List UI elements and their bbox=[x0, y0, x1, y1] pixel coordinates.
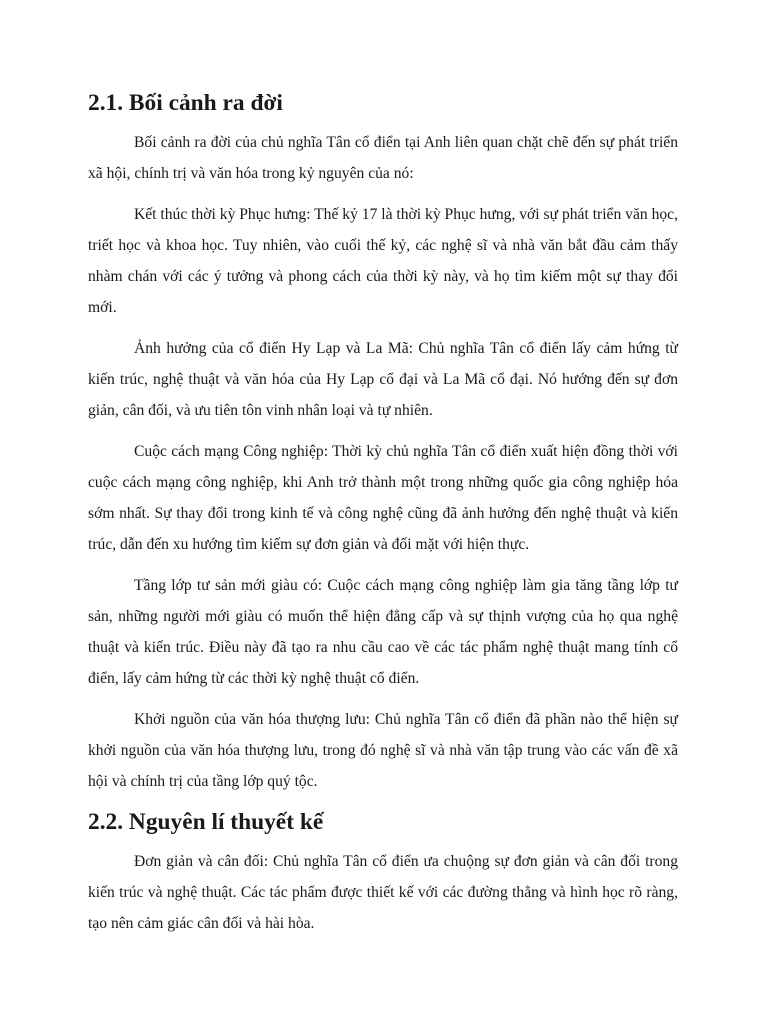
section-heading-context: 2.1. Bối cảnh ra đời bbox=[88, 90, 283, 116]
paragraph-greco-roman: Ảnh hưởng của cổ điển Hy Lạp và La Mã: Chủ nghĩa Tân cổ điển lấy cảm hứng từ kiến trúc, nghệ thuật và văn hóa của Hy Lạp cổ đại và La Mã cổ đại. Nó hướng đến sự đơn giản, cân đối, và ưu tiên tôn vinh nhân loại và tự nhiên. bbox=[88, 340, 678, 419]
spacer bbox=[88, 189, 678, 199]
section-heading-design-principles: 2.2. Nguyên lí thuyết kế bbox=[88, 809, 324, 835]
spacer bbox=[88, 323, 678, 333]
paragraph-simplicity-balance: Đơn giản và cân đối: Chủ nghĩa Tân cổ điển ưa chuộng sự đơn giản và cân đối trong kiến trúc và nghệ thuật. Các tác phẩm được thiết kế với các đường thẳng và hình học rõ ràng, tạo nên cảm giác cân đối và hài hòa. bbox=[88, 853, 678, 932]
spacer bbox=[88, 119, 678, 127]
paragraph-intro: Bối cảnh ra đời của chủ nghĩa Tân cổ điển tại Anh liên quan chặt chẽ đến sự phát triển xã hội, chính trị và văn hóa trong kỷ nguyên của nó: bbox=[88, 134, 678, 182]
document-page bbox=[88, 88, 678, 939]
spacer bbox=[88, 838, 678, 846]
spacer bbox=[88, 426, 678, 436]
paragraph-renaissance: Kết thúc thời kỳ Phục hưng: Thế kỷ 17 là thời kỳ Phục hưng, với sự phát triển văn học, triết học và khoa học. Tuy nhiên, vào cuối thế kỷ, các nghệ sĩ và nhà văn bắt đầu cảm thấy nhàm chán với các ý tưởng và phong cách của thời kỳ này, và họ tìm kiếm một sự thay đổi mới. bbox=[88, 206, 678, 316]
spacer bbox=[88, 694, 678, 704]
paragraph-industrial-revolution: Cuộc cách mạng Công nghiệp: Thời kỳ chủ nghĩa Tân cổ điển xuất hiện đồng thời với cuộc cách mạng công nghiệp, khi Anh trở thành một trong những quốc gia công nghiệp hóa sớm nhất. Sự thay đổi trong kinh tế và công nghệ cũng đã ảnh hưởng đến nghệ thuật và kiến trúc, dẫn đến xu hướng tìm kiếm sự đơn giản và đối mặt với hiện thực. bbox=[88, 443, 678, 553]
spacer bbox=[88, 560, 678, 570]
spacer bbox=[88, 797, 678, 807]
paragraph-bourgeoisie: Tầng lớp tư sản mới giàu có: Cuộc cách mạng công nghiệp làm gia tăng tầng lớp tư sản, những người mới giàu có muốn thể hiện đẳng cấp và sự thịnh vượng của họ qua nghệ thuật và kiến trúc. Điều này đã tạo ra nhu cầu cao về các tác phẩm nghệ thuật mang tính cổ điển, lấy cảm hứng từ các thời kỳ nghệ thuật cổ điển. bbox=[88, 577, 678, 687]
paragraph-upper-class-culture: Khởi nguồn của văn hóa thượng lưu: Chủ nghĩa Tân cổ điển đã phần nào thể hiện sự khởi nguồn của văn hóa thượng lưu, trong đó nghệ sĩ và nhà văn tập trung vào các vấn đề xã hội và chính trị của tầng lớp quý tộc. bbox=[88, 711, 678, 790]
